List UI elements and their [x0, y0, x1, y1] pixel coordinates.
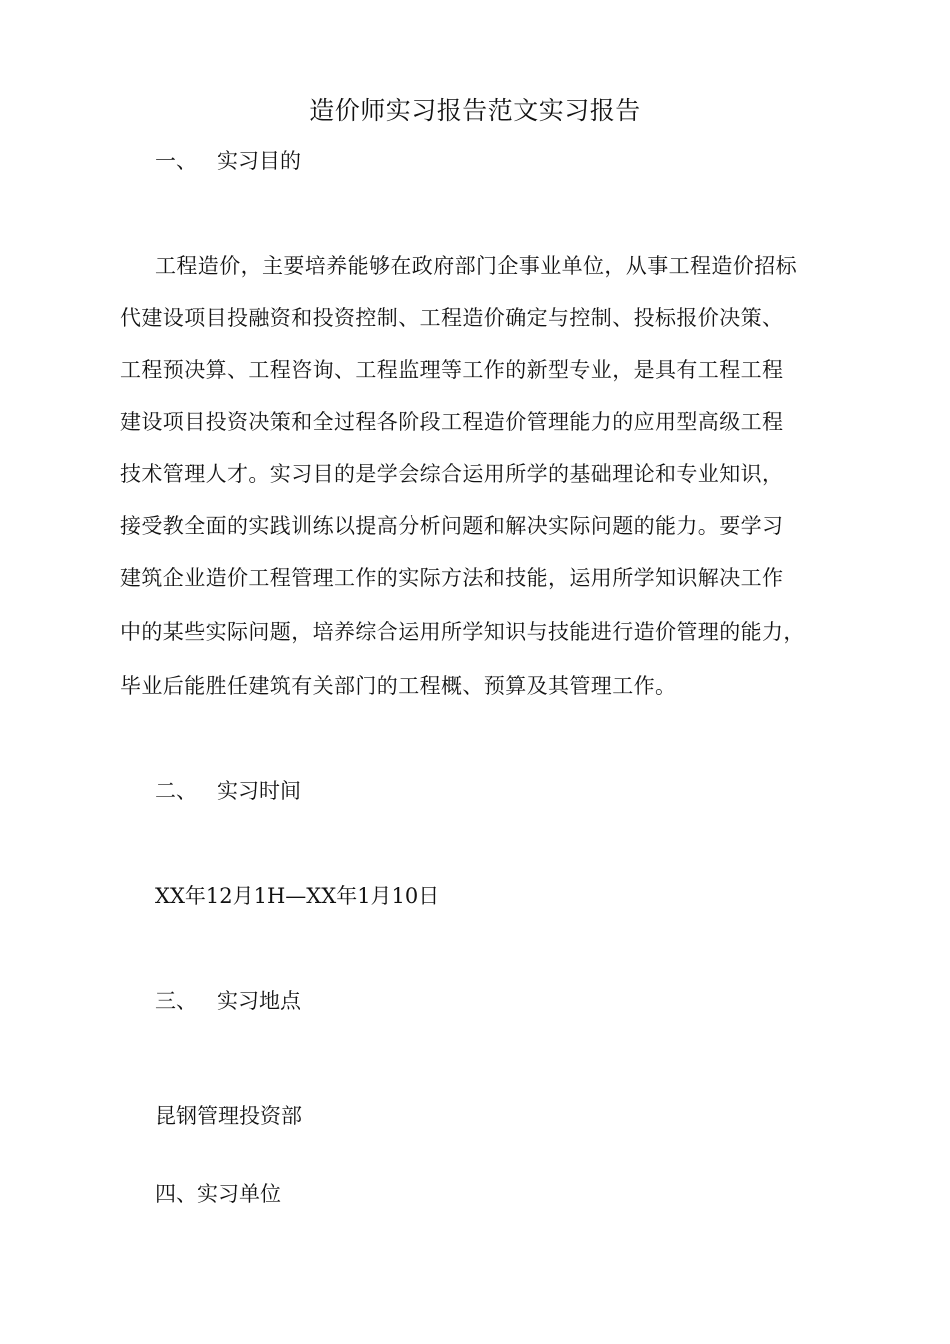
section-number: 二、	[155, 779, 197, 803]
internship-dates: XX年12月1H—XX年1月10日	[155, 884, 440, 908]
internship-location: 昆钢管理投资部	[155, 1104, 302, 1128]
section-number: 一、	[155, 149, 197, 173]
paragraph-line: 技术管理人才。实习目的是学会综合运用所学的基础理论和专业知识，	[120, 462, 784, 486]
paragraph-line: 中的某些实际问题，培养综合运用所学知识与技能进行造价管理的能力，	[120, 620, 805, 644]
paragraph-line: 建筑企业造价工程管理工作的实际方法和技能，运用所学知识解决工作	[120, 566, 784, 590]
section-title: 实习目的	[217, 149, 301, 173]
section-number: 三、	[155, 989, 197, 1013]
section-title: 实习地点	[217, 989, 301, 1013]
paragraph-line: 毕业后能胜任建筑有关部门的工程概、预算及其管理工作。	[120, 674, 677, 698]
paragraph-line: 工程预决算、工程咨询、工程监理等工作的新型专业，是具有工程工程	[120, 358, 784, 382]
section-title: 实习时间	[217, 779, 301, 803]
paragraph-line: 代建设项目投融资和投资控制、工程造价确定与控制、投标报价决策、	[120, 306, 784, 330]
paragraph-line: 建设项目投资决策和全过程各阶段工程造价管理能力的应用型高级工程	[120, 410, 784, 434]
paragraph-line: 工程造价，主要培养能够在政府部门企事业单位，从事工程造价招标	[155, 254, 797, 278]
section-heading-location	[155, 987, 301, 1015]
paragraph-line: 接受教全面的实践训练以提高分析问题和解决实际问题的能力。要学习	[120, 514, 784, 538]
document-title: 造价师实习报告范文实习报告	[309, 96, 641, 125]
section-heading-time	[155, 777, 301, 805]
section-heading-purpose	[155, 147, 301, 175]
section-heading-unit: 四、实习单位	[155, 1182, 281, 1206]
